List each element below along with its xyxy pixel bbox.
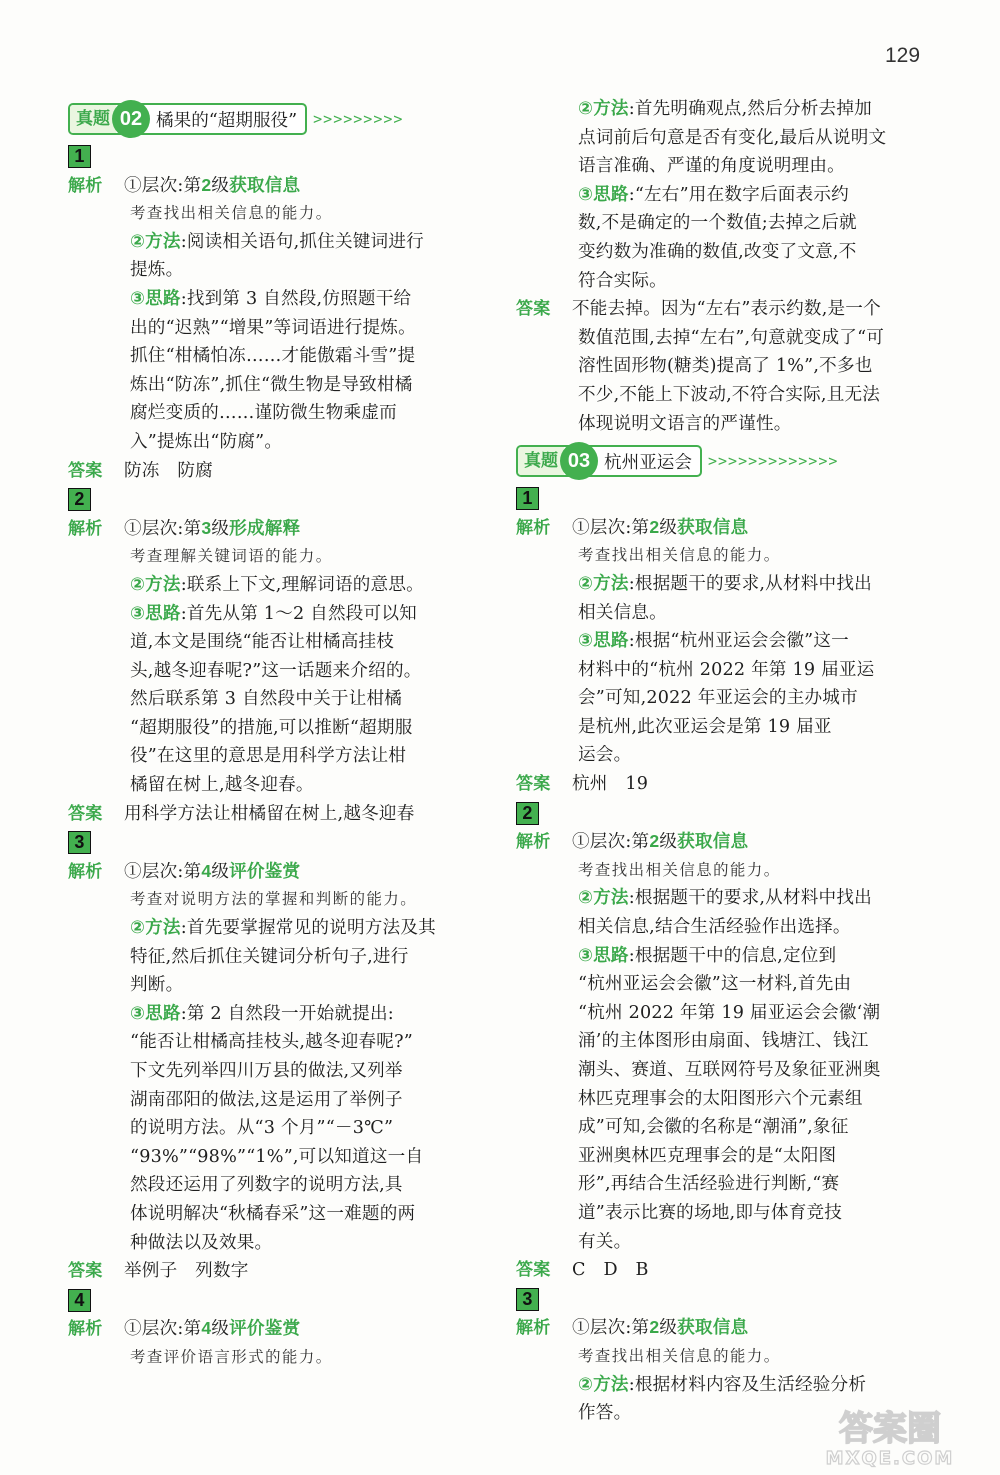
text-line — [516, 1371, 932, 1400]
text-span: ②方法 — [130, 231, 181, 252]
text-span: 级 — [211, 518, 230, 539]
text-line: 的说明方法。从“3 个月”“－3℃” — [130, 1118, 394, 1139]
text-span: 级 — [211, 861, 230, 882]
text-line: 潮头、赛道、互联网符号及象征亚洲奥 — [578, 1060, 881, 1080]
text-span: 2 — [649, 1317, 660, 1338]
text-line — [68, 228, 480, 257]
text-span: ③思路 — [130, 603, 181, 624]
text-span: 4 — [201, 860, 212, 881]
text-line: “杭州亚运会会徽”这一材料,首先由 — [578, 974, 852, 995]
text-line — [68, 285, 480, 314]
question-number: 3 — [516, 1288, 539, 1311]
text-line: 考查对说明方法的掌握和判断的能力。 — [130, 890, 418, 909]
text-span: :根据题干的要求,从材料中找出 — [628, 573, 872, 594]
text-span: ②方法 — [578, 573, 629, 594]
text-line: 头,越冬迎春呢?”这一话题来介绍的。 — [130, 660, 422, 681]
text-span: 级 — [211, 1319, 230, 1340]
zhenti-label: 真题 — [518, 447, 564, 475]
text-span: :根据材料内容及生活经验分析 — [628, 1374, 867, 1395]
zhenti-label: 真题 — [70, 105, 116, 133]
text-line: 提炼。 — [130, 260, 184, 281]
text-line — [68, 828, 480, 857]
text-line: 出的“迟熟”“增果”等词语进行提炼。 — [130, 317, 416, 338]
text-line: “超期服役”的措施,可以推断“超期服 — [130, 717, 413, 738]
text-line: 数值范围,去掉“左右”,句意就变成了“可 — [578, 327, 885, 348]
text-line — [516, 1256, 932, 1285]
jiexi-label: 解析 — [68, 518, 103, 539]
text-line — [68, 914, 480, 943]
daan-label: 答案 — [68, 460, 103, 481]
text-line: 炼出“防冻”,抓住“微生物是导致柑橘 — [130, 374, 413, 395]
text-span: :首先要掌握常见的说明方法及其 — [180, 918, 436, 939]
level-tag: 形成解释 — [229, 518, 301, 539]
text-span: ③思路 — [578, 184, 629, 205]
text-line: 不少,不能上下波动,不符合实际,且无法 — [578, 384, 881, 405]
text-line — [68, 142, 480, 171]
text-span: 2 — [649, 516, 660, 537]
text-line: 然段还运用了列数字的说明方法,具 — [130, 1175, 403, 1196]
text-line — [516, 827, 932, 856]
text-line — [68, 600, 480, 629]
daan-label: 答案 — [68, 1261, 103, 1282]
text-line — [68, 1314, 480, 1343]
text-line: 考查理解关键词语的能力。 — [130, 547, 333, 566]
level-tag: 评价鉴赏 — [229, 861, 301, 882]
level-tag: 获取信息 — [677, 832, 749, 853]
text-span: ①层次:第 — [572, 832, 650, 853]
text-span: ②方法 — [130, 918, 181, 939]
text-span: 2 — [201, 174, 212, 195]
daan-label: 答案 — [516, 1260, 551, 1281]
jiexi-label: 解析 — [68, 1319, 103, 1340]
section-number: 02 — [112, 100, 150, 138]
text-line — [68, 514, 480, 543]
text-span: 2 — [649, 831, 660, 852]
question-number: 3 — [68, 831, 91, 854]
section-title: 杭州亚运会 — [604, 452, 692, 473]
section-number: 03 — [560, 442, 598, 480]
right-column — [516, 95, 932, 1428]
question-number: 1 — [68, 145, 91, 168]
text-span: ①层次:第 — [572, 1318, 650, 1339]
text-line — [516, 770, 932, 799]
svg-text:答案圈: 答案圈 — [839, 1409, 941, 1449]
text-line: 运会。 — [578, 745, 632, 766]
text-line: “杭州 2022 年第 19 届亚运会会徽‘潮 — [578, 1002, 881, 1023]
text-line: 湖南邵阳的做法,这是运用了举例子 — [130, 1089, 403, 1110]
text-span: 级 — [211, 175, 230, 196]
text-line: 役”在这里的意思是用科学方法让柑 — [130, 746, 407, 767]
text-line: 语言准确、严谨的角度说明理由。 — [578, 156, 845, 177]
text-line: 变约数为准确的数值,改变了文意,不 — [578, 241, 857, 262]
text-span: 级 — [659, 1318, 678, 1339]
text-span: 级 — [659, 832, 678, 853]
text-line: 下文先列举四川万县的做法,又列举 — [130, 1061, 403, 1081]
jiexi-label: 解析 — [516, 1318, 551, 1339]
text-line: 考查找出相关信息的能力。 — [578, 860, 781, 879]
text-span: ③思路 — [130, 288, 181, 309]
text-line: 是杭州,此次亚运会是第 19 届亚 — [578, 716, 832, 737]
text-span: :第 2 自然段一开始就提出: — [180, 1003, 394, 1024]
text-line: 材料中的“杭州 2022 年第 19 届亚运 — [578, 659, 875, 680]
text-line — [516, 295, 932, 324]
text-line — [68, 571, 480, 600]
text-span: :根据题干中的信息,定位到 — [628, 945, 837, 966]
text-line: 腐烂变质的……谨防微生物乘虚而 — [130, 403, 397, 424]
text-line — [68, 485, 480, 514]
text-span: :首先明确观点,然后分析去掉加 — [628, 99, 872, 119]
text-line: 林匹克理事会的太阳图形六个元素组 — [578, 1088, 863, 1109]
jiexi-label: 解析 — [516, 517, 551, 538]
text-line: 体说明解决“秋橘春采”这一难题的两 — [130, 1203, 416, 1224]
daan-label: 答案 — [516, 299, 551, 320]
text-span: 3 — [201, 517, 212, 538]
answer-text: C D B — [572, 1260, 649, 1281]
text-line — [68, 1000, 480, 1029]
arrow-decoration: >>>>>>>>> — [313, 110, 404, 128]
text-span: 级 — [659, 517, 678, 538]
answer-text: 防冻 防腐 — [124, 460, 213, 481]
text-span: :阅读相关语句,抓住关键词进行 — [180, 231, 424, 252]
answer-text: 杭州 19 — [572, 774, 649, 795]
text-line — [516, 95, 932, 124]
text-line — [516, 484, 932, 513]
text-line — [68, 457, 480, 486]
jiexi-label: 解析 — [516, 832, 551, 853]
text-line: 相关信息,结合生活经验作出选择。 — [578, 917, 851, 938]
text-line: 相关信息。 — [578, 602, 667, 623]
text-span: ③思路 — [130, 1003, 181, 1024]
text-span: ②方法 — [578, 888, 629, 909]
text-span: ②方法 — [130, 574, 181, 595]
section-pill — [68, 103, 307, 135]
text-line: 种做法以及效果。 — [130, 1232, 273, 1253]
text-span: ①层次:第 — [124, 518, 202, 539]
text-line — [68, 1257, 480, 1286]
text-span: ③思路 — [578, 631, 629, 652]
section-header-02 — [68, 96, 480, 142]
text-span: ②方法 — [578, 99, 629, 119]
text-span: :根据“杭州亚运会会徽”这一 — [628, 631, 849, 652]
level-tag: 获取信息 — [677, 517, 749, 538]
text-span: 4 — [201, 1318, 212, 1339]
text-span: ①层次:第 — [124, 175, 202, 196]
jiexi-label: 解析 — [68, 175, 103, 196]
text-line: 数,不是确定的一个数值;去掉之后就 — [578, 213, 857, 234]
text-line: 入”提炼出“防腐”。 — [130, 431, 283, 452]
level-tag: 评价鉴赏 — [229, 1319, 301, 1340]
text-line — [516, 884, 932, 913]
text-line: “能否让柑橘高挂枝头,越冬迎春呢?” — [130, 1032, 413, 1053]
text-span: ①层次:第 — [124, 861, 202, 882]
daan-label: 答案 — [516, 774, 551, 795]
text-line — [68, 171, 480, 200]
text-span: :根据题干的要求,从材料中找出 — [628, 888, 872, 909]
jiexi-label: 解析 — [68, 861, 103, 882]
question-number: 1 — [516, 487, 539, 510]
text-span: :联系上下文,理解词语的意思。 — [180, 574, 424, 595]
text-line: 考查找出相关信息的能力。 — [578, 546, 781, 565]
answer-text: 不能去掉。因为“左右”表示约数,是一个 — [572, 299, 881, 320]
text-line — [68, 800, 480, 829]
text-line: 有关。 — [578, 1231, 632, 1252]
left-column — [68, 96, 480, 1372]
section-header-03 — [516, 438, 932, 484]
text-line: 体现说明文语言的严谨性。 — [578, 413, 792, 434]
text-line — [516, 1313, 932, 1342]
text-line: 道,本文是围绕“能否让柑橘高挂枝 — [130, 632, 395, 653]
level-tag: 获取信息 — [229, 175, 301, 196]
text-line — [516, 627, 932, 656]
answer-text: 举例子 列数字 — [124, 1261, 249, 1282]
text-line — [68, 857, 480, 886]
text-span: ①层次:第 — [124, 1319, 202, 1340]
text-line — [516, 942, 932, 971]
text-line: 然后联系第 3 自然段中关于让柑橘 — [130, 689, 403, 710]
text-span: :首先从第 1～2 自然段可以知 — [180, 603, 417, 624]
text-span: :找到第 3 自然段,仿照题干给 — [180, 288, 412, 309]
text-span: ③思路 — [578, 945, 629, 966]
section-pill — [516, 445, 702, 477]
question-number: 2 — [68, 488, 91, 511]
question-number: 2 — [516, 802, 539, 825]
text-line: 考查评价语言形式的能力。 — [130, 1347, 333, 1366]
text-line: 作答。 — [578, 1403, 632, 1424]
text-line: 点词前后句意是否有变化,最后从说明文 — [578, 127, 887, 148]
text-line: 考查找出相关信息的能力。 — [130, 204, 333, 223]
text-line: 符合实际。 — [578, 270, 667, 291]
text-line — [516, 1285, 932, 1314]
text-line — [516, 570, 932, 599]
text-line — [68, 1286, 480, 1315]
text-line: 考查找出相关信息的能力。 — [578, 1346, 781, 1365]
text-line: 溶性固形物(糖类)提高了 1%”,不多也 — [578, 356, 873, 377]
text-line: 判断。 — [130, 975, 184, 996]
text-line — [516, 513, 932, 542]
text-line: 形”,再结合生活经验进行判断,“赛 — [578, 1174, 840, 1195]
text-line: “93%”“98%”“1%”,可以知道这一自 — [130, 1146, 424, 1167]
text-line: 特征,然后抓住关键词分析句子,进行 — [130, 946, 409, 967]
text-span: ②方法 — [578, 1374, 629, 1395]
section-title: 橘果的“超期服役” — [156, 110, 298, 131]
text-line: 橘留在树上,越冬迎春。 — [130, 775, 314, 796]
page-number: 129 — [885, 44, 921, 67]
answer-text: 用科学方法让柑橘留在树上,越冬迎春 — [124, 803, 415, 824]
text-line: 涌’的主体图形由扇面、钱塘江、钱江 — [578, 1031, 869, 1052]
level-tag: 获取信息 — [677, 1318, 749, 1339]
text-span: ①层次:第 — [572, 517, 650, 538]
text-line: 道”表示比赛的场地,即与体育竞技 — [578, 1202, 843, 1223]
text-line: 抓住“柑橘怕冻……才能傲霜斗雪”提 — [130, 346, 416, 367]
question-number: 4 — [68, 1289, 91, 1312]
text-line: 会”可知,2022 年亚运会的主办城市 — [578, 688, 858, 709]
text-line — [516, 181, 932, 210]
daan-label: 答案 — [68, 803, 103, 824]
text-line: 亚洲奥林匹克理事会的是“太阳图 — [578, 1145, 837, 1166]
text-span: :“左右”用在数字后面表示约 — [628, 184, 849, 205]
svg-text:MXQE.COM: MXQE.COM — [825, 1448, 955, 1469]
text-line: 成”可知,会徽的名称是“潮涌”,象征 — [578, 1117, 849, 1138]
text-line — [516, 799, 932, 828]
arrow-decoration: >>>>>>>>>>>>> — [707, 452, 839, 471]
